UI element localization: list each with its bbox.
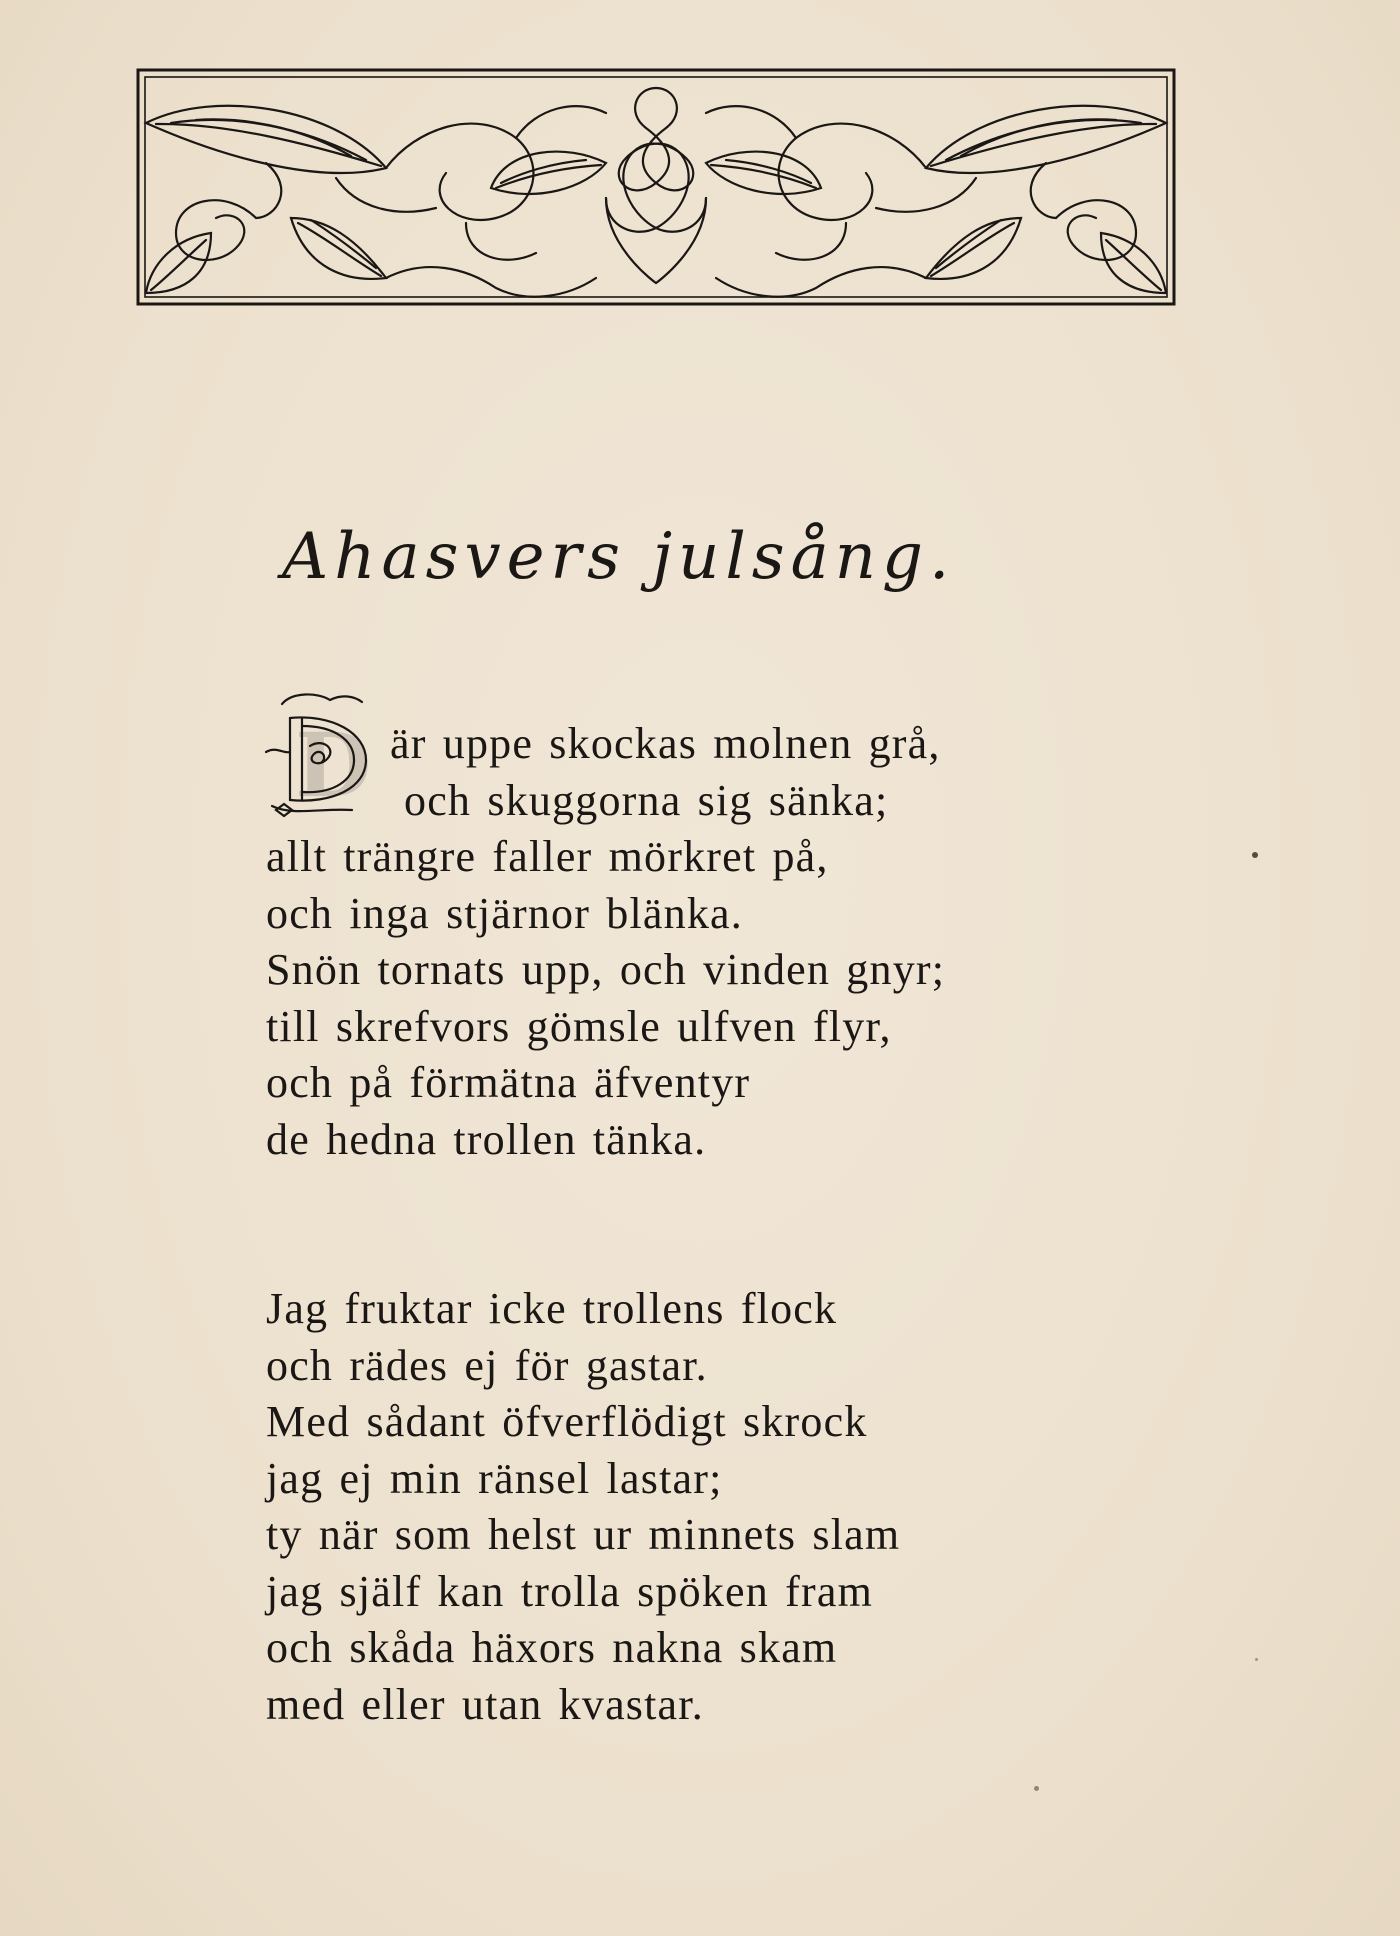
stanza-1-line-3: allt trängre faller mörkret på, <box>266 832 829 881</box>
stanza-1-line-7: och på förmätna äfventyr <box>266 1058 751 1107</box>
stanza-2-line-5: ty när som helst ur minnets slam <box>266 1510 901 1559</box>
stanza-2 <box>266 1281 900 1733</box>
stanza-2-line-2: och rädes ej för gastar. <box>266 1340 708 1390</box>
stanza-1-line-6: till skrefvors gömsle ulfven flyr, <box>266 1001 892 1051</box>
stanza-2-line-8: med eller utan kvastar. <box>266 1679 704 1729</box>
drop-cap-letter: D <box>295 713 372 817</box>
stanza-2-line-3: Med sådant öfverflödigt skrock <box>266 1397 868 1446</box>
floral-header-ornament <box>136 68 1176 306</box>
stanza-1-line-5: Snön tornats upp, och vinden gnyr; <box>266 945 946 994</box>
stanza-2-line-4: jag ej min ränsel lastar; <box>266 1453 723 1503</box>
paper-speck <box>1034 1786 1039 1791</box>
stanza-1 <box>266 716 945 1168</box>
paper-speck <box>1255 1658 1258 1661</box>
paper-speck <box>1252 852 1258 858</box>
stanza-1-line-4: och inga stjärnor blänka. <box>266 888 743 938</box>
stanza-2-line-7: och skåda häxors nakna skam <box>266 1623 838 1672</box>
poem-title: Ahasvers julsång. <box>282 520 956 594</box>
stanza-2-line-1: Jag fruktar icke trollens flock <box>266 1284 838 1333</box>
stanza-2-line-6: jag själf kan trolla spöken fram <box>266 1566 874 1616</box>
stanza-1-line-2: och skuggorna sig sänka; <box>404 775 889 825</box>
stanza-1-line-1: är uppe skockas molnen grå, <box>390 719 941 768</box>
stanza-1-line-8: de hedna trollen tänka. <box>266 1114 707 1164</box>
